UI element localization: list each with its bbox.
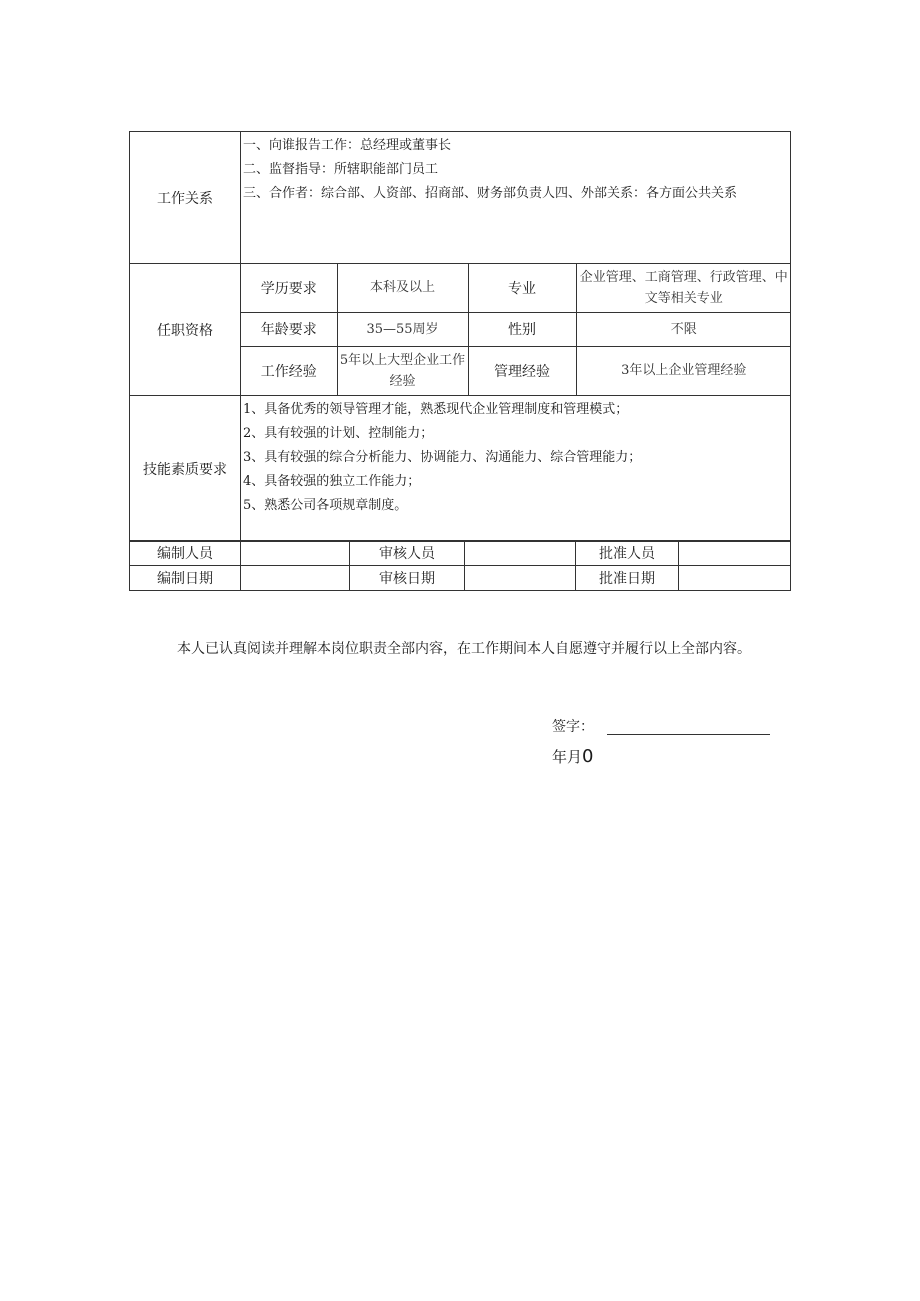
approver-label: 批准人员 xyxy=(576,541,679,566)
skill-item: 4、具备较强的独立工作能力； xyxy=(243,474,421,489)
review-date-field[interactable] xyxy=(465,566,576,591)
date-suffix: 0 xyxy=(582,746,594,767)
experience-value: 5年以上大型企业工作经验 xyxy=(337,346,468,395)
skill-item: 1、具备优秀的领导管理才能，熟悉现代企业管理制度和管理模式； xyxy=(243,402,629,417)
work-relations-line: 二、监督指导：所辖职能部门员工 xyxy=(243,162,439,177)
major-value: 企业管理、工商管理、行政管理、中文等相关专业 xyxy=(576,264,791,312)
signature-line[interactable] xyxy=(607,734,770,735)
date-label: 年月 xyxy=(552,748,583,766)
education-value: 本科及以上 xyxy=(337,264,468,312)
skill-item: 5、熟悉公司各项规章制度。 xyxy=(243,498,408,513)
compile-date-label: 编制日期 xyxy=(130,566,241,591)
work-relations-label: 工作关系 xyxy=(130,132,241,264)
skills-label: 技能素质要求 xyxy=(130,396,241,542)
skills-content xyxy=(241,396,791,542)
experience-label: 工作经验 xyxy=(241,346,337,395)
signoff-row-people xyxy=(130,541,791,566)
commitment-statement: 本人已认真阅读并理解本岗位职责全部内容，在工作期间本人自愿遵守并履行以上全部内容。 xyxy=(177,641,751,657)
compiler-field[interactable] xyxy=(241,541,350,566)
mgmt-experience-value: 3年以上企业管理经验 xyxy=(576,346,791,395)
qualifications-grid xyxy=(241,264,791,395)
signoff-table xyxy=(129,540,791,591)
work-relations-line: 一、向谁报告工作：总经理或董事长 xyxy=(243,138,452,153)
age-value: 35—55周岁 xyxy=(337,312,468,346)
job-description-table xyxy=(129,131,791,542)
skill-item: 2、具有较强的计划、控制能力； xyxy=(243,426,434,441)
compiler-label: 编制人员 xyxy=(130,541,241,566)
sign-date xyxy=(552,746,593,767)
reviewer-label: 审核人员 xyxy=(350,541,465,566)
work-relations-content xyxy=(241,132,791,264)
qualifications-label: 任职资格 xyxy=(130,264,241,396)
gender-value: 不限 xyxy=(576,312,791,346)
work-relations-line: 三、合作者：综合部、人资部、招商部、财务部负责人四、外部关系：各方面公共关系 xyxy=(243,186,738,201)
approve-date-label: 批准日期 xyxy=(576,566,679,591)
compile-date-field[interactable] xyxy=(241,566,350,591)
approver-field[interactable] xyxy=(679,541,791,566)
work-relations-row xyxy=(130,132,791,264)
skills-row xyxy=(130,396,791,542)
gender-label: 性别 xyxy=(468,312,576,346)
mgmt-experience-label: 管理经验 xyxy=(468,346,576,395)
major-label: 专业 xyxy=(468,264,576,312)
qualifications-row xyxy=(130,264,791,396)
age-label: 年龄要求 xyxy=(241,312,337,346)
reviewer-field[interactable] xyxy=(465,541,576,566)
signature-label: 签字： xyxy=(552,719,594,735)
skill-item: 3、具有较强的综合分析能力、协调能力、沟通能力、综合管理能力； xyxy=(243,450,642,465)
education-label: 学历要求 xyxy=(241,264,337,312)
approve-date-field[interactable] xyxy=(679,566,791,591)
qualifications-grid-cell xyxy=(241,264,791,396)
review-date-label: 审核日期 xyxy=(350,566,465,591)
signoff-row-dates xyxy=(130,566,791,591)
